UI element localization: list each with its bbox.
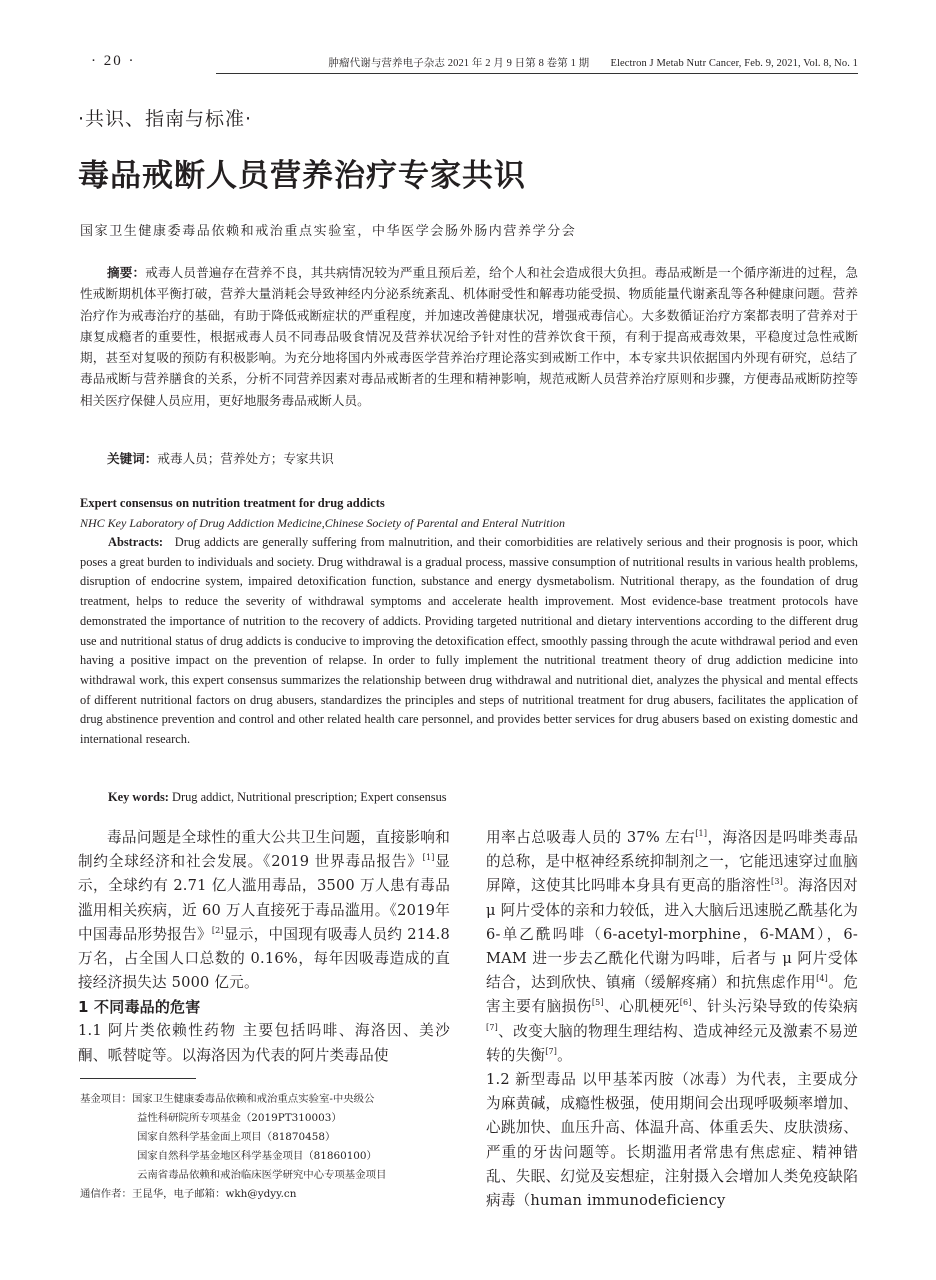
citation-ref: [7] [545,1046,558,1056]
authors: 国家卫生健康委毒品依赖和戒治重点实验室，中华医学会肠外肠内营养学分会 [80,224,577,239]
keywords-en-text: Drug addict, Nutritional prescription; Expert consensus [172,790,447,804]
para-text: 。海洛因对 μ 阿片受体的亲和力较低，进入大脑后迅速脱乙酰基化为 6-单乙酰吗啡（6-acetyl-morphine，6-MAM），6-MAM 进一步去乙酰化代谢为吗啡，后者与 μ 阿片受体结合，达到欣快、镇痛（缓解疼痛）和抗焦虑作用 [486,877,858,992]
article-title: 毒品戒断人员营养治疗专家共识 [78,158,526,194]
keywords-cn-label: 关键词： [107,451,158,466]
citation-ref: [3] [771,877,783,887]
citation-ref: [6] [679,998,692,1008]
citation-ref: [4] [816,974,828,984]
footnote-divider [80,1078,196,1079]
abstract-en-label: Abstracts: [108,535,164,549]
funding-item: 国家卫生健康委毒品依赖和戒治重点实验室-中央级公 [131,1093,375,1105]
intro-text-b: 显示，全球约有 2.71 亿人滥用毒品，3500 万人患有毒品滥用相关疾病，近 60 万人直接死于毒品滥用。《2019年中国毒品形势报告》 [78,853,451,943]
funding-footnote [80,1090,460,1204]
abstract-en-text: Drug addicts are generally suffering from malnutrition, and their comorbidities are relatively serious and their prognosis is poor, which poses a great burden to individuals and society. Drug withdrawal is a gradual process, massive consumption of nutritional results in various health problems, disruption of endocrine system, impaired detoxification function, substance and energy dysmetabolism. Nutritional therapy, as the foundation of drug treatment, helps to reduce the severity of withdrawal symptoms and accelerate health improvement. Most evidence-base treatment protocols have demonstrated the importance of nutrition to the recovery of addicts. Providing targeted nutritional and dietary interventions according to the different drug use and nutritional status of drug addicts is conducive to improving the detoxification effect, smoothly passing through the acute withdrawal period and even having a positive impact on the prevention of relapse. In order to fully implement the nutritional treatment theory of drug addiction medicine into withdrawal work, this expert consensus summarizes the relationship between drug withdrawal and nutritional diet, analyzes the physical and mental effects of different nutritional factors on drug abusers, standardizes the principles and steps of nutritional treatment for drug abusers, facilitates the application of drug abstinence prevention and control and other related health care personnel, and provides better services for drug abusers based on existing domestic and international research. [80,535,858,747]
para-text: 、针头污染导致的传染病 [691,998,858,1016]
funding-item: 国家自然科学基金面上项目（81870458） [137,1131,336,1143]
english-title: Expert consensus on nutrition treatment for drug addicts [80,496,385,510]
correspondence: 通信作者：王昆华，电子邮箱：wkh@ydyy.cn [80,1188,297,1200]
para-text: 、改变大脑的物理生理结构、造成神经元及激素不易逆转的失衡 [486,1022,858,1064]
para-text: ，海洛因是吗啡类毒品的总称，是中枢神经系统抑制剂之一，它能迅速穿过血脑屏障，这使其比吗啡本身具有更高的脂溶性 [486,829,858,895]
funding-item: 云南省毒品依赖和戒治临床医学研究中心专项基金项目 [137,1169,387,1181]
abstract-cn-label: 摘要： [107,265,146,280]
abstract-cn [80,262,858,411]
para-text: 用率占总吸毒人员的 37% 左右 [486,829,696,846]
citation-ref: [7] [486,1022,498,1032]
funding-line [80,1090,460,1109]
funding-item: 国家自然科学基金地区科学基金项目（81860100） [137,1150,377,1162]
body-column-left [78,826,450,1068]
section-heading-1: 1 不同毒品的危害 [78,998,201,1017]
para-text: 。危害主要有脑损伤 [486,974,859,1016]
english-affiliation: NHC Key Laboratory of Drug Addiction Medicine,Chinese Society of Parental and Enteral Nutrition [80,516,565,530]
intro-text-c: 显示，中国现有吸毒人员约 214.8 万名，占全国人口总数的 0.16%，每年因吸毒造成的直接经济损失达 5000 亿元。 [78,925,450,992]
para-text: 。 [557,1046,572,1064]
body-column-right [486,826,858,1213]
citation-ref: [5] [591,998,604,1008]
running-header: 肿瘤代谢与营养电子杂志 2021 年 2 月 9 日第 8 卷第 1 期 Electron J Metab Nutr Cancer, Feb. 9, 2021, Vol. 8, No. 1 [216,55,858,74]
citation-ref: [2] [211,925,224,935]
para-text: 、心肌梗死 [603,998,680,1016]
keywords-cn [107,448,334,467]
keywords-cn-text: 戒毒人员；营养处方；专家共识 [157,451,334,466]
funding-label: 基金项目： [80,1093,132,1105]
page-header [78,53,858,75]
section-tag: ·共识、指南与标准· [78,108,253,130]
paragraph-1-1-cont [486,826,858,1068]
citation-ref: [1] [422,853,435,863]
citation-ref: [1] [695,829,708,839]
intro-paragraph [78,826,450,995]
paragraph-1-1: 1.1 阿片类依赖性药物 主要包括吗啡、海洛因、美沙酮、哌替啶等。以海洛因为代表的阿片类毒品使 [78,1022,450,1064]
abstract-en [80,533,858,750]
page-number: · 20 · [91,53,136,69]
keywords-en-label: Key words: [108,790,169,804]
abstract-cn-text: 戒毒人员普遍存在营养不良，其共病情况较为严重且预后差，给个人和社会造成很大负担。毒品戒断是一个循序渐进的过程，急性戒断期机体平衡打破，营养大量消耗会导致神经内分泌系统紊乱、机体耐受性和解毒功能受损、物质能量代谢紊乱等各种健康问题。营养治疗作为戒毒治疗的基础，有助于降低戒断症状的严重程度，并加速改善健康状况，增强戒毒信心。大多数循证治疗方案都表明了营养对于康复成瘾者的重要性，根据戒毒人员不同毒品吸食情况及营养状况给予针对性的营养饮食干预，有利于提高戒毒效果，平稳度过急性戒断期，甚至对复吸的预防有积极影响。为充分地将国内外戒毒医学营养治疗理论落实到戒断工作中，本专家共识依据国内外现有研究，总结了毒品戒断与营养膳食的关系，分析不同营养因素对毒品戒断者的生理和精神影响，规范戒断人员营养治疗原则和步骤，方便毒品戒断防控等相关医疗保健人员应用，更好地服务毒品戒断人员。 [80,265,859,408]
keywords-en [108,790,447,805]
intro-text-a: 毒品问题是全球性的重大公共卫生问题，直接影响和制约全球经济和社会发展。《2019 世界毒品报告》 [78,829,450,871]
funding-item: 益性科研院所专项基金（2019PT310003） [137,1112,342,1124]
paragraph-1-2: 1.2 新型毒品 以甲基苯丙胺（冰毒）为代表，主要成分为麻黄碱，成瘾性极强，使用期间会出现呼吸频率增加、心跳加快、血压升高、体温升高、体重丢失、皮肤溃疡、严重的牙齿问题等。长期滥用者常患有焦虑症、精神错乱、失眠、幻觉及妄想症，注射摄入会增加人类免疫缺陷病毒（human immunodeficiency [486,1071,858,1210]
